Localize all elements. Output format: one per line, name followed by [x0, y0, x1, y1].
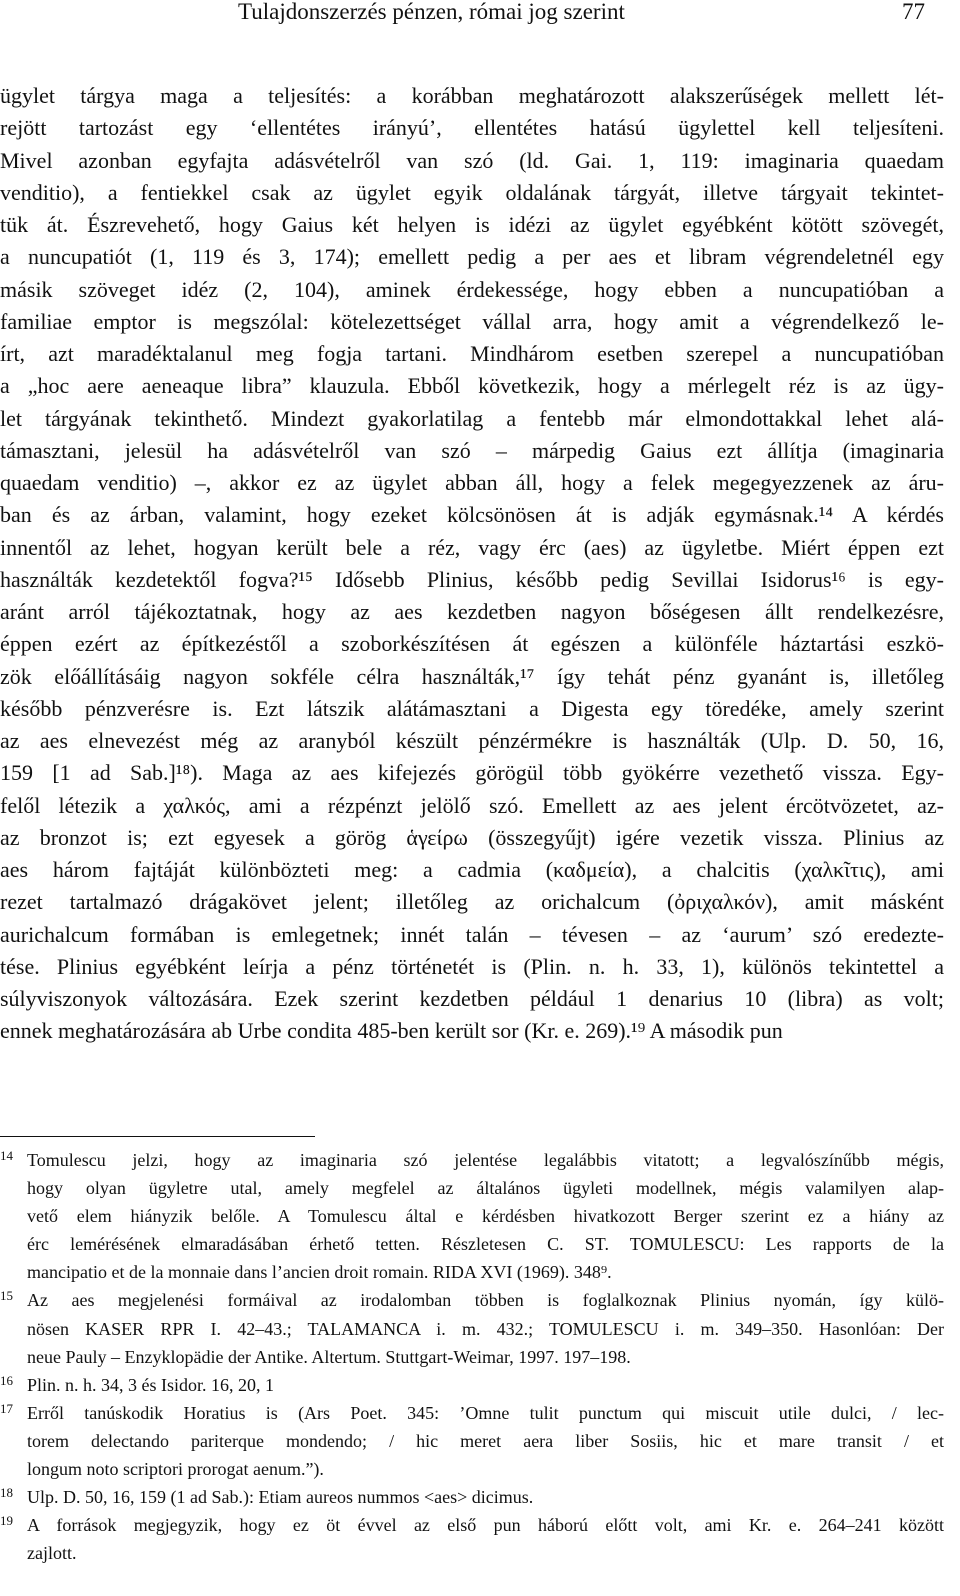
body-line: quaedam venditio) –, akkor ez az ügylet abban áll, hogy a felek megegyezzenek az áru-	[0, 470, 944, 495]
footnote-line: zajlott.	[27, 1543, 77, 1564]
footnote-number: 19	[0, 1513, 13, 1529]
footnote	[0, 1371, 944, 1399]
footnote-line: Ulp. D. 50, 16, 159 (1 ad Sab.): Etiam aureos nummos <aes> dicimus.	[27, 1487, 534, 1508]
body-line: támasztani, jelesül ha adásvételről van szó – márpedig Gaius ezt állítja (imaginaria	[0, 437, 944, 463]
body-line: aránt arról tájékoztatnak, hogy az aes kezdetben nagyon bőségesen állt rendelkezésre,	[0, 599, 944, 624]
body-line: tük át. Észrevehető, hogy Gaius két helyen is idézi az ügylet egyébként kötött szövegét,	[0, 212, 944, 237]
body-text	[0, 80, 944, 1048]
body-line: Mivel azonban egyfajta adásvételről van szó (ld. Gai. 1, 119: imaginaria quaedam	[0, 147, 944, 173]
body-line: tése. Plinius egyébként leírja a pénz történetét is (Plin. n. h. 33, 1), különös tekintettel a	[0, 953, 944, 979]
body-line: ennek meghatározására ab Urbe condita 485-ben került sor (Kr. e. 269).¹⁹ A második pun	[0, 1018, 783, 1044]
body-line: éppen ezért az építkezéstől a szoborkészítésen át egészen a különféle háztartási eszkö-	[0, 631, 944, 657]
footnote-line: Az aes megjelenési formáival az irodalomban többen is foglalkoznak Plinius nyomán, így külö-	[27, 1290, 944, 1311]
footnote-number: 17	[0, 1400, 13, 1416]
body-line: rejött tartozást egy ‘ellentétes irányú’, ellentétes hatású ügylettel kell teljesíteni.	[0, 115, 944, 141]
body-line: használták kezdetektől fogva?¹⁵ Idősebb Plinius, később pedig Sevillai Isidorus¹⁶ is egy-	[0, 566, 944, 592]
footnote-line: A források megjegyzik, hogy ez öt évvel az első pun háború előtt volt, ami Kr. e. 264–241 között	[27, 1515, 944, 1536]
body-line: írt, azt maradéktalanul meg fogja tartani. Mindhárom esetben szerepel a nuncupatióban	[0, 341, 944, 366]
body-line: ügylet tárgya maga a teljesítés: a korábban meghatározott alakszerűségek mellett lét-	[0, 83, 944, 108]
body-line: familiae emptor is megszólal: kötelezettséget vállal arra, hogy amit a végrendelkező le-	[0, 308, 944, 334]
body-line: zök előállításáig nagyon sokféle célra használták,¹⁷ így tehát pénz gyanánt is, illetőleg	[0, 663, 944, 689]
footnote-line: Tomulescu jelzi, hogy az imaginaria szó jelentése legalábbis vitatott; a legvalószínűbb mégis,	[27, 1150, 944, 1170]
footnote	[0, 1146, 944, 1286]
footnote-line: hogy olyan ügyletre utal, amely megfelel az általános ügyleti modellnek, mégis valamilyen alap-	[27, 1178, 944, 1199]
footnote-number: 14	[0, 1148, 13, 1163]
footnote-line: Plin. n. h. 34, 3 és Isidor. 16, 20, 1	[27, 1374, 275, 1395]
footnote-line: érc lemérésének elmaradásában érhető tetten. Részletesen C. ST. TOMULESCU: Les rapports de la	[27, 1234, 944, 1255]
footnote-divider	[0, 1136, 315, 1137]
footnote-line: vető elem hiányzik belőle. A Tomulescu által e kérdésben hivatkozott Berger szerint ez a hiány az	[27, 1206, 944, 1227]
running-title: Tulajdonszerzés pénzen, római jog szerint	[238, 0, 625, 24]
footnote	[0, 1511, 944, 1567]
footnote-number: 18	[0, 1485, 13, 1501]
footnote-line: neue Pauly – Enzyklopädie der Antike. Altertum. Stuttgart-Weimar, 1997. 197–198.	[27, 1346, 631, 1367]
body-line: aurichalcum formában is emlegetnek; innét talán – tévesen – az ‘aurum’ szó eredezte-	[0, 921, 944, 947]
footnote-line: torem delectando pariterque mondendo; / hic meret aera liber Sosiis, hic et mare transit / et	[27, 1430, 944, 1451]
footnote-line: nösen KASER RPR I. 42–43.; TALAMANCA i. m. 432.; TOMULESCU i. m. 349–350. Hasonlóan: Der	[27, 1318, 944, 1339]
footnote	[0, 1399, 944, 1483]
body-line: az bronzot is; ezt egyesek a görög ἁγείρω (összegyűjt) igére vezetik vissza. Plinius az	[0, 824, 944, 850]
body-line: súlyviszonyok változására. Ezek szerint kezdetben például 1 denarius 10 (libra) as volt;	[0, 986, 944, 1011]
body-line: ban és az árban, valamint, hogy ezeket kölcsönösen át is adják egymásnak.¹⁴ A kérdés	[0, 502, 944, 528]
page-header	[0, 0, 960, 30]
body-line: az aes elnevezést még az aranyból készült pénzérmékre is használták (Ulp. D. 50, 16,	[0, 728, 944, 753]
body-line: 159 [1 ad Sab.]¹⁸). Maga az aes kifejezés görögül több gyökérre vezethető vissza. Egy-	[0, 760, 944, 786]
body-line: aes három fajtáját különbözteti meg: a cadmia (καδμεία), a chalcitis (χαλκῖτις), ami	[0, 857, 944, 882]
body-line: a nuncupatiót (1, 119 és 3, 174); emellett pedig a per aes et libram végrendeletnél egy	[0, 244, 944, 270]
footnotes	[0, 1146, 944, 1567]
footnote-line: longum noto scriptori prorogat aenum.”).	[27, 1459, 324, 1480]
body-line: innentől az lehet, hogyan került bele a réz, vagy érc (aes) az ügyletbe. Miért éppen ezt	[0, 534, 944, 560]
body-line: felől létezik a χαλκός, ami a rézpénzt jelölő szó. Emellett az aes jelent ércötvözetet, az-	[0, 792, 944, 818]
footnote-number: 15	[0, 1288, 13, 1304]
body-line: másik szöveget idéz (2, 104), aminek érdekessége, hogy ebben a nuncupatióban a	[0, 276, 944, 302]
body-line: rezet tartalmazó drágakövet jelent; illetőleg az orichalcum (ὀριχαλκόν), amit másként	[0, 889, 944, 915]
page-number: 77	[902, 0, 925, 24]
body-line: venditio), a fentiekkel csak az ügylet egyik oldalának tárgyát, illetve tárgyait tekintet-	[0, 179, 944, 205]
footnote	[0, 1286, 944, 1370]
body-line: a „hoc aere aeneaque libra” klauzula. Ebből következik, hogy a mérlegelt réz is az ügy-	[0, 373, 944, 399]
body-line: később pénzverésre is. Ezt látszik alátámasztani a Digesta egy töredéke, amely szerint	[0, 695, 944, 721]
body-line: let tárgyának tekinthető. Mindezt gyakorlatilag a fentebb már elmondottakkal lehet alá-	[0, 405, 944, 431]
footnote-number: 16	[0, 1372, 13, 1388]
footnote-line: mancipatio et de la monnaie dans l’ancien droit romain. RIDA XVI (1969). 348⁹.	[27, 1262, 612, 1283]
footnote-line: Erről tanúskodik Horatius is (Ars Poet. 345: ’Omne tulit punctum qui miscuit utile dulci, / lec-	[27, 1402, 944, 1423]
footnote	[0, 1483, 944, 1511]
